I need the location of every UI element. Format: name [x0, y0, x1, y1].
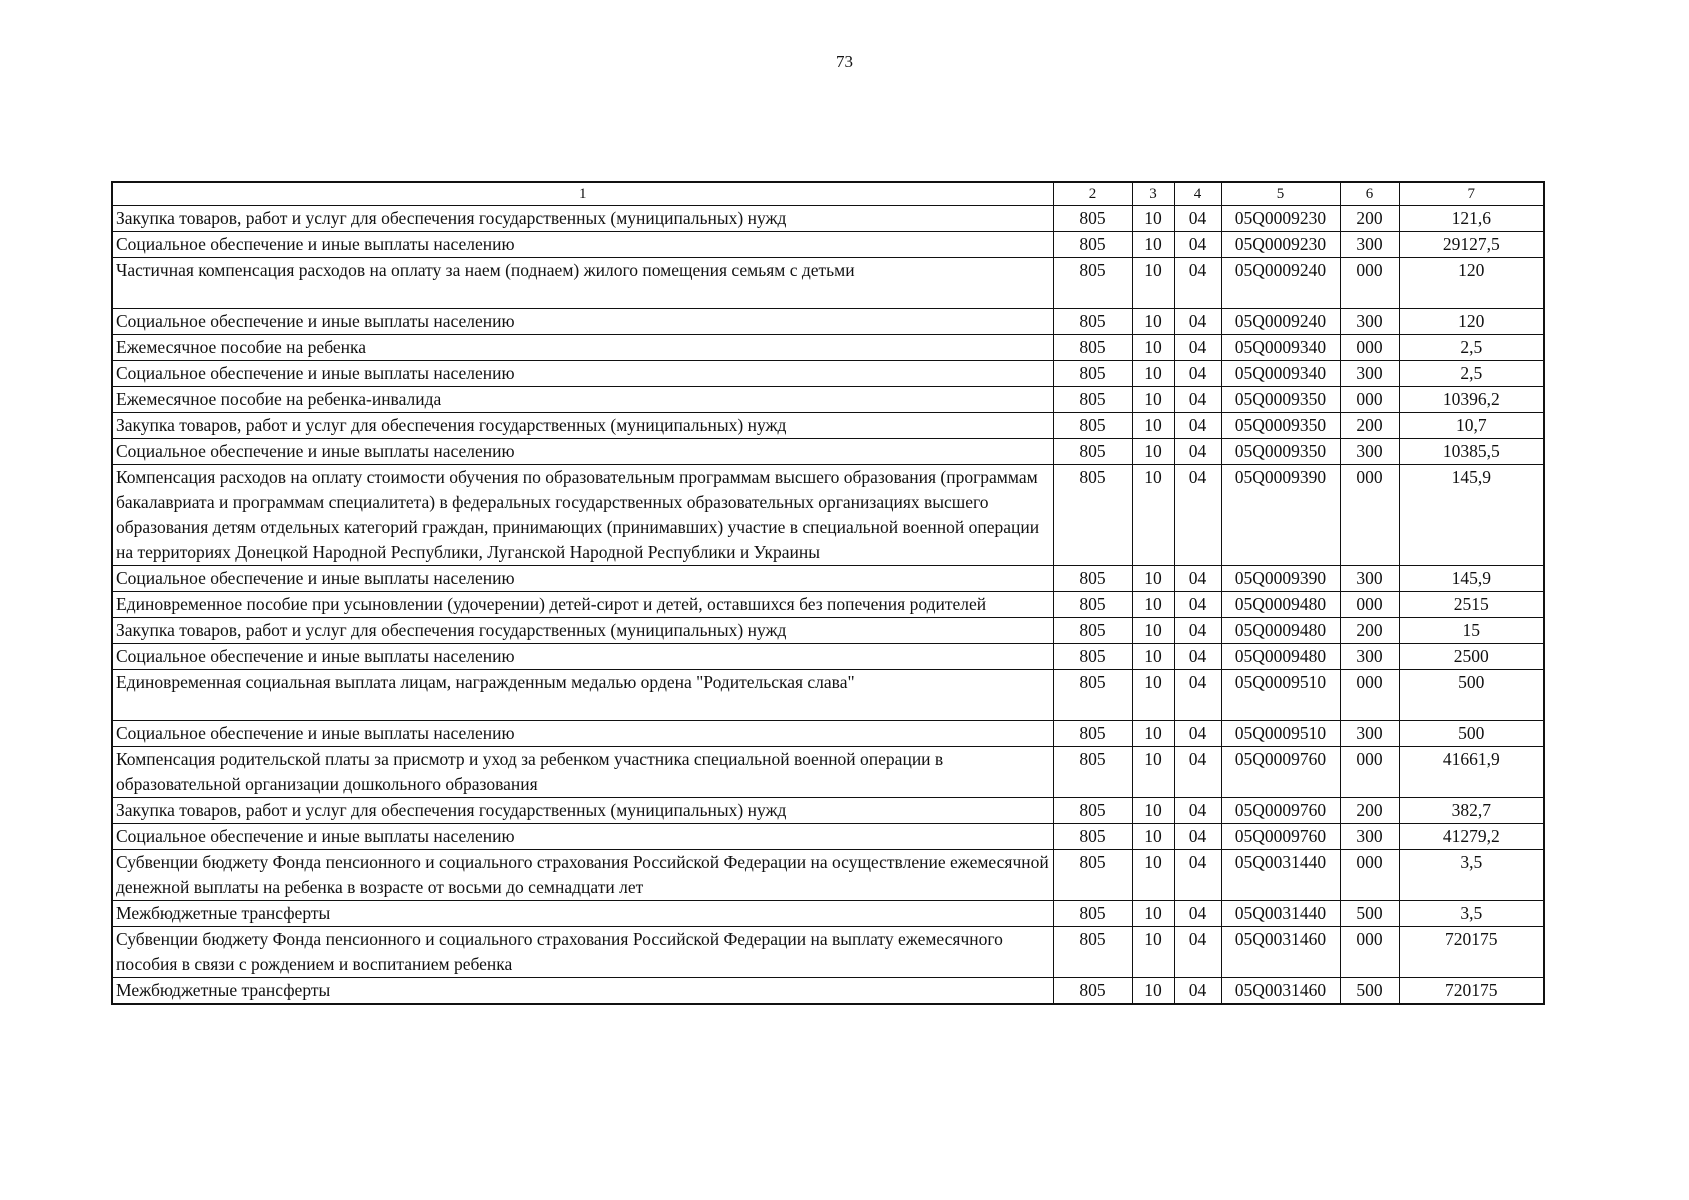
row-code-2: 805: [1053, 232, 1132, 258]
row-code-2: 805: [1053, 927, 1132, 978]
row-amount: 500: [1399, 721, 1544, 747]
row-code-3: 10: [1132, 465, 1174, 566]
header-col-3: 3: [1132, 182, 1174, 206]
row-code-6: 300: [1340, 439, 1399, 465]
row-name: Закупка товаров, работ и услуг для обеспечения государственных (муниципальных) нужд: [112, 798, 1053, 824]
row-name: Межбюджетные трансферты: [112, 978, 1053, 1005]
row-amount: 720175: [1399, 978, 1544, 1005]
row-code-5: 05Q0009240: [1221, 309, 1340, 335]
row-name: Субвенции бюджету Фонда пенсионного и социального страхования Российской Федерации на осуществление ежемесячной денежной выплаты на ребенка в возрасте от восьми до семнадцати лет: [112, 850, 1053, 901]
row-code-6: 000: [1340, 927, 1399, 978]
row-amount: 41661,9: [1399, 747, 1544, 798]
budget-table-container: [111, 181, 1543, 1005]
table-row: [112, 798, 1544, 824]
row-code-4: 04: [1174, 309, 1221, 335]
row-amount: 145,9: [1399, 566, 1544, 592]
row-code-4: 04: [1174, 387, 1221, 413]
row-name: Закупка товаров, работ и услуг для обеспечения государственных (муниципальных) нужд: [112, 413, 1053, 439]
row-code-5: 05Q0009480: [1221, 618, 1340, 644]
row-code-2: 805: [1053, 387, 1132, 413]
table-row: [112, 824, 1544, 850]
row-code-3: 10: [1132, 566, 1174, 592]
row-amount: 29127,5: [1399, 232, 1544, 258]
row-name: Единовременная социальная выплата лицам, награжденным медалью ордена "Родительская слава": [112, 670, 1053, 721]
row-amount: 10,7: [1399, 413, 1544, 439]
row-code-5: 05Q0009760: [1221, 798, 1340, 824]
row-amount: 2,5: [1399, 335, 1544, 361]
table-row: [112, 465, 1544, 566]
row-name: Ежемесячное пособие на ребенка: [112, 335, 1053, 361]
row-amount: 10396,2: [1399, 387, 1544, 413]
row-code-5: 05Q0009480: [1221, 644, 1340, 670]
row-code-4: 04: [1174, 618, 1221, 644]
table-row: [112, 747, 1544, 798]
table-row: [112, 206, 1544, 232]
table-row: [112, 592, 1544, 618]
row-code-3: 10: [1132, 618, 1174, 644]
row-code-3: 10: [1132, 335, 1174, 361]
row-code-2: 805: [1053, 258, 1132, 309]
row-code-3: 10: [1132, 721, 1174, 747]
row-code-6: 000: [1340, 747, 1399, 798]
row-code-3: 10: [1132, 258, 1174, 309]
row-code-3: 10: [1132, 206, 1174, 232]
row-amount: 145,9: [1399, 465, 1544, 566]
row-code-4: 04: [1174, 850, 1221, 901]
row-amount: 500: [1399, 670, 1544, 721]
row-code-3: 10: [1132, 850, 1174, 901]
row-code-4: 04: [1174, 413, 1221, 439]
row-code-5: 05Q0009340: [1221, 335, 1340, 361]
row-code-6: 500: [1340, 901, 1399, 927]
row-code-4: 04: [1174, 901, 1221, 927]
budget-table: [111, 181, 1545, 1005]
row-code-3: 10: [1132, 901, 1174, 927]
row-code-6: 000: [1340, 850, 1399, 901]
row-code-6: 200: [1340, 206, 1399, 232]
table-row: [112, 618, 1544, 644]
row-code-6: 000: [1340, 335, 1399, 361]
row-amount: 2500: [1399, 644, 1544, 670]
row-code-2: 805: [1053, 413, 1132, 439]
row-name: Субвенции бюджету Фонда пенсионного и социального страхования Российской Федерации на выплату ежемесячного пособия в связи с рождением и воспитанием ребенка: [112, 927, 1053, 978]
row-code-3: 10: [1132, 309, 1174, 335]
row-code-3: 10: [1132, 413, 1174, 439]
row-amount: 41279,2: [1399, 824, 1544, 850]
row-code-5: 05Q0031460: [1221, 927, 1340, 978]
row-code-3: 10: [1132, 798, 1174, 824]
row-code-3: 10: [1132, 232, 1174, 258]
row-code-6: 200: [1340, 618, 1399, 644]
row-name: Социальное обеспечение и иные выплаты населению: [112, 824, 1053, 850]
row-code-2: 805: [1053, 592, 1132, 618]
row-code-3: 10: [1132, 439, 1174, 465]
row-code-4: 04: [1174, 670, 1221, 721]
row-code-5: 05Q0009350: [1221, 387, 1340, 413]
row-code-4: 04: [1174, 361, 1221, 387]
row-code-3: 10: [1132, 670, 1174, 721]
table-row: [112, 413, 1544, 439]
row-code-2: 805: [1053, 335, 1132, 361]
row-code-5: 05Q0009240: [1221, 258, 1340, 309]
row-name: Социальное обеспечение и иные выплаты населению: [112, 566, 1053, 592]
table-row: [112, 901, 1544, 927]
row-code-6: 300: [1340, 232, 1399, 258]
row-name: Закупка товаров, работ и услуг для обеспечения государственных (муниципальных) нужд: [112, 206, 1053, 232]
row-amount: 2515: [1399, 592, 1544, 618]
row-code-6: 300: [1340, 721, 1399, 747]
row-amount: 10385,5: [1399, 439, 1544, 465]
header-col-7: 7: [1399, 182, 1544, 206]
row-code-6: 200: [1340, 798, 1399, 824]
table-row: [112, 670, 1544, 721]
row-code-4: 04: [1174, 721, 1221, 747]
row-code-3: 10: [1132, 361, 1174, 387]
row-code-5: 05Q0031440: [1221, 901, 1340, 927]
row-amount: 2,5: [1399, 361, 1544, 387]
row-code-4: 04: [1174, 232, 1221, 258]
row-name: Социальное обеспечение и иные выплаты населению: [112, 439, 1053, 465]
row-code-2: 805: [1053, 439, 1132, 465]
table-row: [112, 566, 1544, 592]
table-row: [112, 439, 1544, 465]
header-col-5: 5: [1221, 182, 1340, 206]
row-name: Социальное обеспечение и иные выплаты населению: [112, 721, 1053, 747]
row-code-2: 805: [1053, 850, 1132, 901]
row-code-5: 05Q0009340: [1221, 361, 1340, 387]
table-row: [112, 309, 1544, 335]
row-code-5: 05Q0031440: [1221, 850, 1340, 901]
row-code-3: 10: [1132, 747, 1174, 798]
table-row: [112, 978, 1544, 1005]
row-code-6: 000: [1340, 387, 1399, 413]
row-code-2: 805: [1053, 747, 1132, 798]
row-code-4: 04: [1174, 206, 1221, 232]
row-amount: 120: [1399, 309, 1544, 335]
row-code-5: 05Q0031460: [1221, 978, 1340, 1005]
table-row: [112, 850, 1544, 901]
table-row: [112, 387, 1544, 413]
header-col-2: 2: [1053, 182, 1132, 206]
table-row: [112, 258, 1544, 309]
row-amount: 3,5: [1399, 850, 1544, 901]
row-code-5: 05Q0009350: [1221, 413, 1340, 439]
row-name: Закупка товаров, работ и услуг для обеспечения государственных (муниципальных) нужд: [112, 618, 1053, 644]
row-code-5: 05Q0009350: [1221, 439, 1340, 465]
row-code-2: 805: [1053, 644, 1132, 670]
row-code-2: 805: [1053, 824, 1132, 850]
row-code-5: 05Q0009510: [1221, 670, 1340, 721]
row-code-2: 805: [1053, 618, 1132, 644]
table-row: [112, 721, 1544, 747]
row-code-3: 10: [1132, 978, 1174, 1005]
row-code-4: 04: [1174, 439, 1221, 465]
row-code-2: 805: [1053, 361, 1132, 387]
table-row: [112, 644, 1544, 670]
row-code-2: 805: [1053, 978, 1132, 1005]
row-code-4: 04: [1174, 592, 1221, 618]
row-code-3: 10: [1132, 387, 1174, 413]
row-amount: 121,6: [1399, 206, 1544, 232]
row-name: Компенсация расходов на оплату стоимости обучения по образовательным программам высшего образования (программам бакалавриата и программам специалитета) в федеральных государственных образовательных организациях высшего образования детям отдельных категорий граждан, принимающих (принимавших) участие в специальной военной операции на территориях Донецкой Народной Республики, Луганской Народной Республики и Украины: [112, 465, 1053, 566]
table-header-row: [112, 182, 1544, 206]
row-code-4: 04: [1174, 927, 1221, 978]
row-code-3: 10: [1132, 927, 1174, 978]
row-amount: 3,5: [1399, 901, 1544, 927]
row-code-4: 04: [1174, 978, 1221, 1005]
row-code-5: 05Q0009230: [1221, 206, 1340, 232]
header-col-4: 4: [1174, 182, 1221, 206]
row-code-4: 04: [1174, 465, 1221, 566]
table-row: [112, 927, 1544, 978]
row-code-2: 805: [1053, 309, 1132, 335]
row-code-5: 05Q0009760: [1221, 824, 1340, 850]
row-code-2: 805: [1053, 798, 1132, 824]
row-code-6: 000: [1340, 592, 1399, 618]
row-code-5: 05Q0009510: [1221, 721, 1340, 747]
row-name: Компенсация родительской платы за присмотр и уход за ребенком участника специальной военной операции в образовательной организации дошкольного образования: [112, 747, 1053, 798]
row-code-5: 05Q0009230: [1221, 232, 1340, 258]
row-name: Социальное обеспечение и иные выплаты населению: [112, 309, 1053, 335]
row-code-6: 000: [1340, 465, 1399, 566]
row-code-4: 04: [1174, 644, 1221, 670]
row-code-2: 805: [1053, 465, 1132, 566]
header-col-6: 6: [1340, 182, 1399, 206]
row-code-6: 300: [1340, 361, 1399, 387]
table-row: [112, 232, 1544, 258]
row-amount: 15: [1399, 618, 1544, 644]
row-code-5: 05Q0009390: [1221, 566, 1340, 592]
row-code-6: 300: [1340, 644, 1399, 670]
row-amount: 120: [1399, 258, 1544, 309]
row-name: Социальное обеспечение и иные выплаты населению: [112, 361, 1053, 387]
row-code-4: 04: [1174, 798, 1221, 824]
row-code-3: 10: [1132, 644, 1174, 670]
row-code-6: 000: [1340, 670, 1399, 721]
table-row: [112, 361, 1544, 387]
header-col-1: 1: [112, 182, 1053, 206]
row-code-6: 000: [1340, 258, 1399, 309]
row-code-5: 05Q0009760: [1221, 747, 1340, 798]
row-name: Социальное обеспечение и иные выплаты населению: [112, 232, 1053, 258]
row-code-2: 805: [1053, 566, 1132, 592]
row-code-4: 04: [1174, 566, 1221, 592]
row-code-3: 10: [1132, 592, 1174, 618]
row-code-6: 500: [1340, 978, 1399, 1005]
page-number: 73: [836, 52, 853, 71]
row-code-5: 05Q0009390: [1221, 465, 1340, 566]
row-code-6: 300: [1340, 309, 1399, 335]
row-name: Частичная компенсация расходов на оплату за наем (поднаем) жилого помещения семьям с детьми: [112, 258, 1053, 309]
table-row: [112, 335, 1544, 361]
row-code-6: 200: [1340, 413, 1399, 439]
row-amount: 382,7: [1399, 798, 1544, 824]
row-name: Межбюджетные трансферты: [112, 901, 1053, 927]
row-code-4: 04: [1174, 258, 1221, 309]
row-name: Ежемесячное пособие на ребенка-инвалида: [112, 387, 1053, 413]
row-code-4: 04: [1174, 335, 1221, 361]
row-code-2: 805: [1053, 206, 1132, 232]
row-name: Социальное обеспечение и иные выплаты населению: [112, 644, 1053, 670]
row-code-2: 805: [1053, 721, 1132, 747]
row-name: Единовременное пособие при усыновлении (удочерении) детей-сирот и детей, оставшихся без попечения родителей: [112, 592, 1053, 618]
row-code-4: 04: [1174, 824, 1221, 850]
row-code-2: 805: [1053, 670, 1132, 721]
row-code-5: 05Q0009480: [1221, 592, 1340, 618]
row-code-4: 04: [1174, 747, 1221, 798]
row-code-6: 300: [1340, 824, 1399, 850]
row-code-3: 10: [1132, 824, 1174, 850]
row-amount: 720175: [1399, 927, 1544, 978]
row-code-6: 300: [1340, 566, 1399, 592]
row-code-2: 805: [1053, 901, 1132, 927]
